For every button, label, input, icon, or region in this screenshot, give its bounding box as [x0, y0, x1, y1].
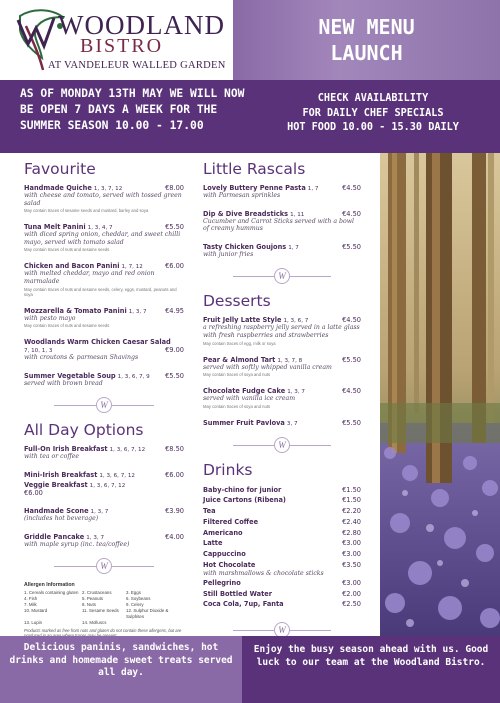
logo: [0, 0, 233, 80]
footer-right-text: Enjoy the busy season ahead with us. Good luck to our team at the Woodland Bistro.: [253, 644, 489, 668]
item-price: €5.50: [165, 371, 184, 380]
item-description: with maple syrup (inc. tea/coffee): [24, 540, 130, 548]
menu-item: [24, 445, 184, 461]
drink-row: Cappuccino €3.00: [203, 549, 361, 558]
item-description: with melted cheddar, mayo and red onion marmalade: [24, 270, 155, 285]
launch-banner: [233, 0, 500, 80]
section-title-desserts: Desserts: [203, 292, 271, 311]
allergen-title: Allergen Information: [24, 582, 75, 589]
specials-line2: FOR DAILY CHEF SPECIALS: [302, 107, 444, 119]
item-price: €4.50: [342, 316, 361, 325]
item-price: €4.50: [342, 184, 361, 192]
item-price: €6.00: [165, 262, 184, 271]
item-name: Summer Vegetable Soup 1, 3, 6, 7, 9: [24, 371, 150, 380]
w-monogram-icon: W: [96, 397, 112, 413]
item-name: Full-On Irish Breakfast 1, 3, 6, 7, 12: [24, 445, 146, 454]
drink-row: Hot Chocolate €3.50: [203, 560, 361, 569]
item-name: Handmade Quiche 1, 3, 7, 12: [24, 184, 123, 192]
specials-notice: [256, 92, 490, 136]
item-name: Tuna Melt Panini 1, 3, 4, 7: [24, 223, 113, 232]
item-description: (includes hot beverage): [24, 514, 99, 522]
logo-tagline: AT VANDELEUR WALLED GARDEN: [48, 60, 226, 71]
section-title-favourite: Favourite: [24, 160, 96, 178]
left-column: [24, 160, 184, 638]
drink-row: Tea €2.20: [203, 507, 361, 516]
item-name: Mini-Irish Breakfast 1, 3, 6, 7, 12: [24, 470, 135, 479]
item-name: Chocolate Fudge Cake 1, 3, 7: [203, 387, 305, 396]
footer-left-text: Delicious paninis, sandwiches, hot drinks and homemade sweet treats served all day.: [9, 642, 233, 678]
item-note: May contain traces of egg, milk or soya: [203, 340, 276, 346]
specials-line1: CHECK AVAILABILITY: [317, 93, 429, 104]
w-monogram-icon: W: [274, 268, 290, 284]
menu-item: [203, 243, 361, 259]
item-name: Fruit Jelly Latte Style 1, 3, 6, 7: [203, 316, 309, 325]
item-price: €5.50: [342, 355, 361, 364]
drink-row: Pellegrino €3.00: [203, 578, 361, 587]
item-name: Tasty Chicken Goujons 1, 7: [203, 242, 299, 251]
menu-item: [24, 471, 184, 479]
menu-item: [24, 262, 184, 296]
menu-item: [24, 533, 184, 549]
item-note: May contain traces of sesame seeds and mustard, barley and soya: [24, 208, 149, 214]
item-allergens: 7, 10, 1, 3: [24, 348, 53, 355]
item-price: €8.00: [165, 184, 184, 192]
item-price: €3.90: [165, 506, 184, 515]
allergen-list: 1. Cereals containing gluten 2. Crustaceans 3. Eggs 4. Fish 5. Peanuts 6. Soybeans 7. Milk 8. Nuts 9. Celery 10. Mustard 11. Sesame Seeds 12. Sulphur Dioxide & Sulphites 13. Lupin 14. Molluscs: [24, 590, 169, 626]
w-monogram-icon: W: [274, 437, 290, 453]
drink-row: Juice Cartons (Ribena) €1.50: [203, 496, 361, 505]
item-note: May contain traces of nuts and sesame seeds: [24, 323, 110, 329]
w-divider: [24, 397, 184, 413]
item-name: Pear & Almond Tart 1, 3, 7, 8: [203, 355, 303, 364]
menu-item: [24, 184, 184, 213]
item-name: Chicken and Bacon Panini 1, 7, 12: [24, 262, 143, 271]
item-price: €9.00: [165, 346, 184, 355]
drink-row: Filtered Coffee €2.40: [203, 517, 361, 526]
item-description: with croutons & parmesan Shavings: [24, 354, 139, 362]
menu-item: [24, 338, 184, 362]
menu-item: [203, 210, 361, 233]
footer-left: [0, 636, 242, 703]
forest-illustration: [380, 153, 500, 636]
menu-item: [203, 419, 361, 427]
item-price: €6.00: [165, 470, 184, 479]
item-price: €6.00: [24, 488, 43, 497]
item-description: served with brown bread: [24, 379, 103, 387]
item-name: Griddle Pancake 1, 3, 7: [24, 532, 105, 541]
middle-column: [203, 160, 361, 646]
section-title-drinks: Drinks: [203, 460, 253, 479]
w-divider: [203, 268, 361, 284]
item-price: €8.50: [165, 445, 184, 454]
logo-subname: BISTRO: [80, 35, 164, 57]
opening-notice: AS OF MONDAY 13TH MAY WE WILL NOW BE OPEN 7 DAYS A WEEK FOR THE SUMMER SEASON 10.00 - 17.00: [20, 87, 245, 132]
item-price: €4.50: [342, 209, 361, 218]
w-divider: [203, 437, 361, 453]
menu-item: [203, 356, 361, 378]
bluebell-forest-image: [380, 153, 500, 636]
drink-row: Baby-chino for junior €1.50: [203, 485, 361, 494]
drink-row: Coca Cola, 7up, Fanta €2.50: [203, 600, 361, 609]
menu-item: [203, 387, 361, 409]
menu-item: [203, 316, 361, 345]
drinks-list: [203, 485, 361, 610]
item-price: €4.50: [342, 387, 361, 396]
section-title-allday: All Day Options: [24, 421, 144, 440]
menu-item: [203, 184, 361, 200]
item-note: May contain traces of soya and nuts: [203, 403, 271, 409]
launch-title: NEW MENU LAUNCH: [318, 15, 415, 65]
menu-item: [24, 507, 184, 523]
item-price: €4.95: [165, 306, 184, 315]
item-description: Cucumber and Carrot Sticks served with a bowl of creamy hummus: [203, 217, 354, 233]
item-name: Woodlands Warm Chicken Caesar Salad: [24, 338, 171, 347]
item-description: served with vanilla ice cream: [203, 395, 296, 403]
allergen-footnote: Products marked as free from nuts and gluten do not contain these allergens, but are: [24, 628, 182, 634]
item-description: with cheese and tomato, served with tossed green salad: [24, 192, 182, 207]
w-divider: [24, 558, 184, 574]
item-description: with tea or coffee: [24, 453, 80, 461]
item-description: with junior fries: [203, 250, 254, 258]
menu-item: [24, 307, 184, 329]
item-description: a refreshing raspberry jelly served in a latte glass with fresh raspberries and strawberries: [203, 324, 360, 339]
item-description: with pesto mayo: [24, 314, 76, 322]
item-name: Veggie Breakfast 1, 3, 6, 7, 12: [24, 480, 126, 489]
menu-item: [24, 223, 184, 252]
item-name: Lovely Buttery Penne Pasta 1, 7: [203, 184, 319, 192]
item-description: with Parmesan sprinkles: [203, 192, 281, 199]
item-description: served with softly whipped vanilla cream: [203, 363, 332, 371]
section-title-rascals: Little Rascals: [203, 160, 306, 178]
item-price: €5.50: [165, 223, 184, 232]
w-monogram-icon: W: [96, 558, 112, 574]
specials-line3: HOT FOOD 10.00 - 15.30 DAILY: [287, 122, 459, 133]
item-note: May contain traces of soya and nuts: [203, 372, 271, 378]
drink-description: with marshmallows & chocolate sticks: [203, 570, 324, 578]
menu-item: [24, 372, 184, 388]
item-price: €5.50: [342, 242, 361, 251]
item-note: May contain traces of nuts and sesame seeds, celery, eggs, mustard, peanuts and soya: [24, 286, 177, 297]
drink-row: Still Bottled Water €2.00: [203, 589, 361, 598]
drink-row: Latte €3.00: [203, 539, 361, 548]
menu-item: [24, 481, 184, 497]
logo-name: WOODLAND: [58, 10, 225, 40]
footer-right: [242, 636, 500, 703]
w-monogram-icon: W: [274, 622, 290, 638]
item-name: Mozzarella & Tomato Panini 1, 3, 7: [24, 306, 147, 315]
item-name: Summer Fruit Pavlova 3, 7: [203, 418, 298, 427]
drink-row: Americano €2.80: [203, 528, 361, 537]
item-description: with diced spring onion, cheddar, and sweet chilli mayo, served with tomato salad: [24, 231, 181, 246]
item-price: €5.50: [342, 418, 361, 427]
item-note: May contain traces of nuts and sesame seeds: [24, 247, 110, 253]
item-name: Dip & Dive Breadsticks 1, 11: [203, 209, 305, 218]
item-name: Handmade Scone 1, 3, 7: [24, 506, 109, 515]
item-price: €4.00: [165, 532, 184, 541]
